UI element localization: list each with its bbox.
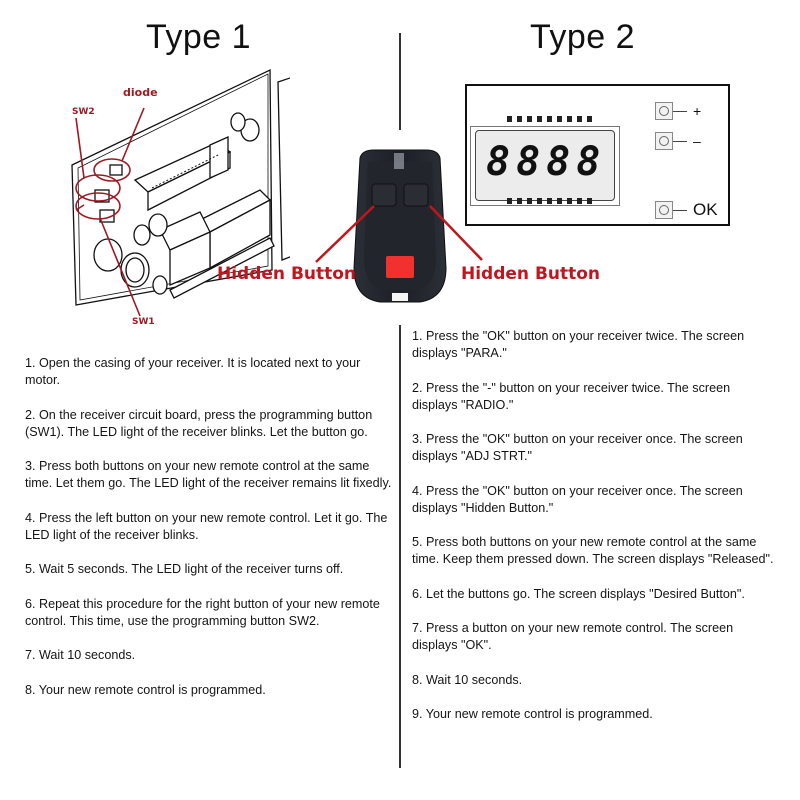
circuit-board-illustration xyxy=(60,60,290,330)
type1-step-4: 4. Press the left button on your new remote control. Let it go. The LED light of the receiver blinks. xyxy=(25,510,388,542)
type1-step-3: 3. Press both buttons on your new remote control at the same time. Let them go. The LED light of the receiver remains lit fixedly. xyxy=(25,459,392,490)
type1-step-7: 7. Wait 10 seconds. xyxy=(25,648,136,662)
hidden-button-callout-left: Hidden Button xyxy=(217,264,357,284)
type2-step-6: 6. Let the buttons go. The screen displays "Desired Button". xyxy=(412,586,745,601)
plus-button-icon xyxy=(655,102,673,120)
type2-step-4: 4. Press the "OK" button on your receiver once. The screen displays "Hidden Button." xyxy=(412,483,743,515)
type1-title: Type 1 xyxy=(146,18,252,56)
type2-step-2: 2. Press the "-" button on your receiver twice. The screen displays "RADIO." xyxy=(412,380,731,412)
plus-button-label: + xyxy=(693,103,702,119)
receiver-panel xyxy=(465,84,730,226)
steps-divider xyxy=(399,325,401,768)
type2-step-8: 8. Wait 10 seconds. xyxy=(412,672,523,687)
plus-button-lead xyxy=(673,111,687,112)
type2-step-5: 5. Press both buttons on your new remote control at the same time. Keep them pressed down. The screen displays "Released". xyxy=(412,535,774,566)
ok-button-icon xyxy=(655,201,673,219)
ok-button[interactable] xyxy=(655,200,718,220)
lcd-display-value: 8888 xyxy=(486,139,607,185)
plus-button[interactable] xyxy=(655,102,701,120)
type2-title: Type 2 xyxy=(530,18,636,56)
type1-step-8: 8. Your new remote control is programmed. xyxy=(25,682,266,697)
lcd-pins-top xyxy=(507,116,592,122)
sw2-label: SW2 xyxy=(72,107,95,117)
ok-button-label: OK xyxy=(693,200,718,219)
type2-step-9: 9. Your new remote control is programmed. xyxy=(412,707,653,721)
type1-step-1: 1. Open the casing of your receiver. It is located next to your motor. xyxy=(25,356,361,387)
minus-button-lead xyxy=(673,141,687,142)
type2-step-1: 1. Press the "OK" button on your receiver twice. The screen displays "PARA." xyxy=(412,329,745,360)
lcd-pins-bottom xyxy=(507,198,592,204)
type2-step-3: 3. Press the "OK" button on your receiver once. The screen displays "ADJ STRT." xyxy=(412,432,743,463)
sw1-label: SW1 xyxy=(132,317,155,327)
type1-step-5: 5. Wait 5 seconds. The LED light of the receiver turns off. xyxy=(25,562,344,576)
lcd-screen xyxy=(475,130,615,201)
top-divider xyxy=(399,33,401,130)
type2-step-7: 7. Press a button on your new remote control. The screen displays "OK". xyxy=(412,621,734,652)
minus-button-icon xyxy=(655,132,673,150)
type1-steps xyxy=(25,355,395,716)
type2-steps xyxy=(412,328,778,741)
type1-step-6: 6. Repeat this procedure for the right button of your new remote control. This time, use the programming button SW2. xyxy=(25,596,380,628)
lcd-frame xyxy=(470,126,620,206)
ok-button-lead xyxy=(673,210,687,211)
hidden-button-callout-right: Hidden Button xyxy=(461,264,601,284)
type1-step-2: 2. On the receiver circuit board, press the programming button (SW1). The LED light of the receiver blinks. Let the button go. xyxy=(25,407,373,439)
minus-button[interactable] xyxy=(655,132,701,150)
diode-label: diode xyxy=(123,86,158,99)
minus-button-label: – xyxy=(693,133,701,149)
